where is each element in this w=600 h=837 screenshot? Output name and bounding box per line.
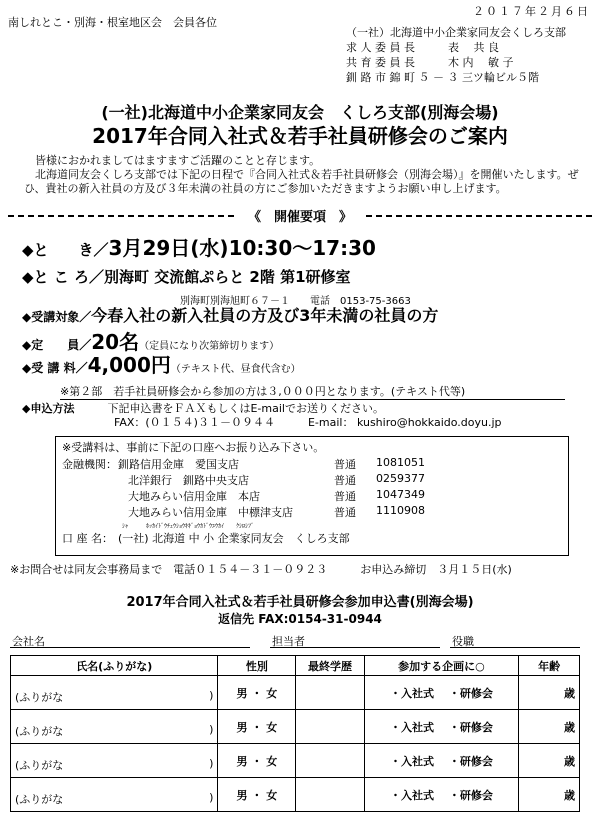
apply-text: 下記申込書をＦＡＸもしくはE-mailでお送りください。 bbox=[107, 402, 384, 415]
apply-email[interactable]: E-mail： kushiro@hokkaido.doyu.jp bbox=[307, 416, 502, 429]
table-row bbox=[11, 744, 580, 778]
age-cell[interactable]: 歳 bbox=[519, 778, 580, 812]
name-cell[interactable] bbox=[11, 744, 218, 778]
company-field[interactable] bbox=[10, 647, 250, 648]
title-organizer: (一社)北海道中小企業家同友会 くしろ支部(別海会場) bbox=[101, 103, 499, 122]
page-title: 2017年合同入社式＆若手社員研修会のご案内 bbox=[92, 124, 508, 148]
account-name-ruby: ｼｬ ﾎｯｶｲﾄﾞｳﾁｭｳｼｮｳｷｷﾞｮｳｶﾄﾞｳﾕｳｶｲ ｸｼﾛｼﾌﾞ bbox=[122, 523, 255, 530]
education-cell[interactable] bbox=[296, 710, 364, 744]
gender-cell[interactable]: 男 ・ 女 bbox=[218, 676, 296, 710]
fee-row bbox=[22, 349, 301, 378]
bank-name: 大地みらい信用金庫 本店 bbox=[128, 490, 260, 503]
event-date-row bbox=[22, 232, 376, 261]
place-label: ◆と こ ろ／ bbox=[22, 268, 104, 286]
bank-intro: ※受講料は、事前に下記の口座へお振り込み下さい。 bbox=[62, 441, 325, 454]
section-heading: 《 開催要項 》 bbox=[248, 210, 353, 225]
contact-person-label: 担当者 bbox=[272, 635, 305, 648]
capacity-note: （定員になり次第締切ります） bbox=[139, 341, 280, 352]
program-cell[interactable]: ・入社式 ・研修会 bbox=[364, 676, 518, 710]
account-type: 普通 bbox=[334, 474, 356, 487]
table-row bbox=[11, 778, 580, 812]
program-cell[interactable]: ・入社式 ・研修会 bbox=[364, 744, 518, 778]
document-date: ２０１７年２月６日 bbox=[473, 5, 590, 18]
header-program: 参加する企画に○ bbox=[364, 656, 518, 676]
apply-method bbox=[22, 402, 502, 430]
kana-label: (ふりがな bbox=[15, 724, 64, 738]
divider-dash bbox=[366, 215, 592, 217]
bank-info-box bbox=[55, 436, 569, 556]
date-value: 3月29日(水)10:30～17:30 bbox=[108, 236, 376, 260]
position-field[interactable] bbox=[450, 647, 580, 648]
sender-line: 釧 路 市 錦 町 ５ － ３ 三ツ輪ビル５階 bbox=[346, 71, 539, 84]
intro-text bbox=[24, 154, 584, 196]
account-number: 0259377 bbox=[376, 472, 425, 485]
date-label: ◆と き／ bbox=[22, 241, 109, 259]
fee-label: ◆受 講 料／ bbox=[22, 361, 88, 375]
venue-address: 別海町別海旭町６７－１ 電話 0153-75-3663 bbox=[180, 296, 411, 307]
position-label: 役職 bbox=[452, 635, 474, 648]
kana-label: (ふりがな bbox=[15, 758, 64, 772]
account-name: (一社) 北海道 中 小 企業家同友会 くしろ支部 bbox=[118, 532, 350, 545]
part2-fee-note: ※第２部 若手社員研修会から参加の方は３,０００円となります。(テキスト代等) bbox=[60, 383, 565, 400]
place-value: 別海町 交流館ぷらと 2階 第1研修室 bbox=[103, 268, 351, 286]
header-education: 最終学歴 bbox=[296, 656, 364, 676]
kana-close: ) bbox=[209, 722, 214, 736]
target-label: ◆受講対象／ bbox=[22, 310, 92, 324]
program-cell[interactable]: ・入社式 ・研修会 bbox=[364, 710, 518, 744]
education-cell[interactable] bbox=[296, 744, 364, 778]
name-cell[interactable] bbox=[11, 778, 218, 812]
gender-cell[interactable]: 男 ・ 女 bbox=[218, 778, 296, 812]
header-gender: 性別 bbox=[218, 656, 296, 676]
kana-close: ) bbox=[209, 688, 214, 702]
table-row bbox=[11, 676, 580, 710]
gender-cell[interactable]: 男 ・ 女 bbox=[218, 710, 296, 744]
kana-close: ) bbox=[209, 790, 214, 804]
name-cell[interactable] bbox=[11, 710, 218, 744]
apply-label: ◆申込方法 bbox=[22, 402, 75, 415]
kana-label: (ふりがな bbox=[15, 690, 64, 704]
intro-paragraph: 北海道同友会くしろ支部では下記の日程で『合同入社式＆若手社員研修会（別海会場）』を開催いたします。ぜひ、貴社の新入社員の方及び３年未満の社員の方にご参加いただきますようお願い申し上げます。 bbox=[24, 168, 579, 195]
gender-cell[interactable]: 男 ・ 女 bbox=[218, 744, 296, 778]
education-cell[interactable] bbox=[296, 778, 364, 812]
contact-info bbox=[10, 561, 512, 577]
apply-fax: FAX：(０１５４)３１－０９４４ bbox=[114, 416, 275, 429]
account-type: 普通 bbox=[334, 458, 356, 471]
intro-paragraph: 皆様におかれましてはますますご活躍のことと存じます。 bbox=[24, 154, 321, 167]
capacity-label: ◆定 員／ bbox=[22, 338, 92, 352]
account-type: 普通 bbox=[334, 490, 356, 503]
fee-value: 4,000円 bbox=[87, 353, 171, 377]
account-number: 1047349 bbox=[376, 488, 425, 501]
capacity-value: 20名 bbox=[91, 330, 140, 354]
account-number: 1110908 bbox=[376, 504, 425, 517]
age-cell[interactable]: 歳 bbox=[519, 710, 580, 744]
sender-line: 共 育 委 員 長 木 内 敏 子 bbox=[346, 56, 514, 69]
section-divider bbox=[8, 206, 592, 225]
age-cell[interactable]: 歳 bbox=[519, 676, 580, 710]
company-label: 会社名 bbox=[12, 635, 45, 648]
sender-block bbox=[346, 25, 566, 85]
bank-label: 金融機関： bbox=[62, 458, 117, 471]
bank-name: 釧路信用金庫 愛国支店 bbox=[118, 458, 239, 471]
bank-name: 北洋銀行 釧路中央支店 bbox=[128, 474, 249, 487]
header-age: 年齢 bbox=[519, 656, 580, 676]
table-header-row bbox=[11, 656, 580, 676]
kana-label: (ふりがな bbox=[15, 792, 64, 806]
table-row bbox=[11, 710, 580, 744]
account-type: 普通 bbox=[334, 506, 356, 519]
form-reply-fax: 返信先 FAX:0154-31-0944 bbox=[218, 612, 382, 626]
deadline-text: お申込み締切 ３月１５日(水) bbox=[360, 563, 512, 576]
divider-dash bbox=[8, 215, 234, 217]
contact-text: ※お問合せは同友会事務局まで 電話０１５４－３１－０９２３ bbox=[10, 563, 328, 576]
account-number: 1081051 bbox=[376, 456, 425, 469]
application-table bbox=[10, 655, 580, 812]
fee-note: （テキスト代、昼食代含む） bbox=[170, 364, 301, 375]
contact-person-field[interactable] bbox=[270, 647, 440, 648]
target-value: 今春入社の新入社員の方及び3年未満の社員の方 bbox=[91, 306, 439, 325]
age-cell[interactable]: 歳 bbox=[519, 744, 580, 778]
target-row bbox=[22, 303, 438, 326]
event-place-row bbox=[22, 266, 351, 287]
account-name-label: 口 座 名： bbox=[62, 532, 113, 545]
form-title: 2017年合同入社式＆若手社員研修会参加申込書(別海会場) bbox=[126, 595, 474, 610]
sender-line: 求 人 委 員 長 表 共 良 bbox=[346, 41, 499, 54]
education-cell[interactable] bbox=[296, 676, 364, 710]
addressee: 南しれとこ・別海・根室地区会 会員各位 bbox=[8, 16, 217, 29]
header-name: 氏名(ふりがな) bbox=[11, 656, 218, 676]
name-cell[interactable] bbox=[11, 676, 218, 710]
kana-close: ) bbox=[209, 756, 214, 770]
sender-line: （一社）北海道中小企業家同友会くしろ支部 bbox=[346, 26, 566, 39]
program-cell[interactable]: ・入社式 ・研修会 bbox=[364, 778, 518, 812]
bank-name: 大地みらい信用金庫 中標津支店 bbox=[128, 506, 293, 519]
